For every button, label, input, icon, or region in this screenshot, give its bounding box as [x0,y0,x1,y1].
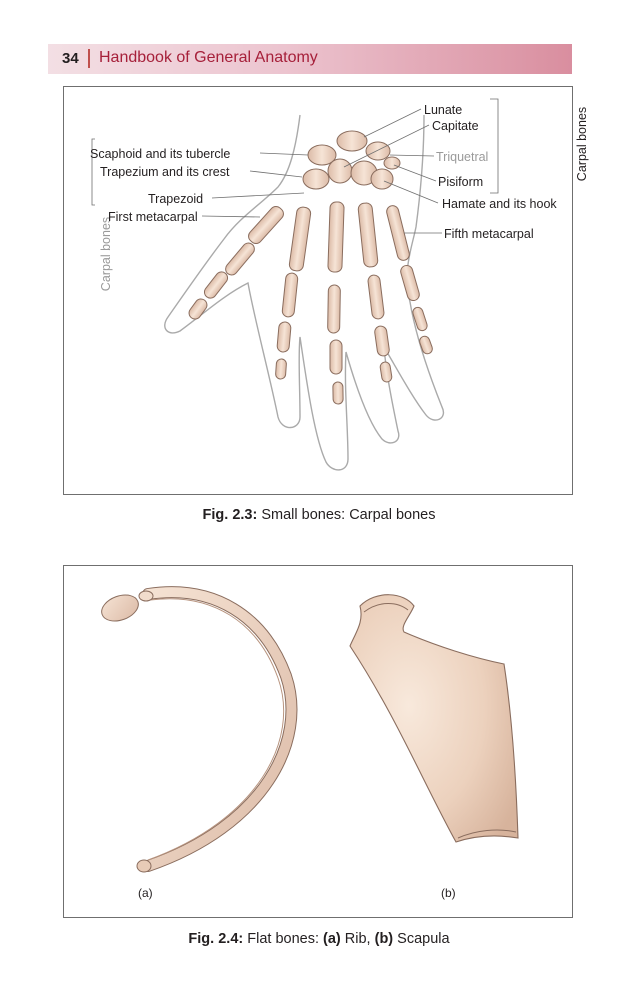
flat-bones-illustration [64,566,572,917]
sublabel-scapula: (b) [441,886,456,900]
caption-rib: Rib, [344,931,371,947]
caption-part-b: (b) [374,931,394,947]
caption-scapula: Scapula [397,931,450,947]
caption-label: Fig. 2.4: [188,931,244,947]
label-scaphoid: Scaphoid and its tubercle [90,147,231,161]
page-number: 34 [62,50,79,67]
caption-label: Fig. 2.3: [202,507,258,523]
label-first-metacarpal: First metacarpal [108,210,198,224]
caption-text: Small bones: Carpal bones [261,507,436,523]
figure-carpal-bones [63,86,589,495]
label-fifth-metacarpal: Fifth metacarpal [444,227,534,241]
carpal-bones-group-label: Carpal bones [575,106,589,182]
label-capitate: Capitate [432,119,479,133]
caption-part-a: (a) [323,931,341,947]
rib-illustration [98,590,291,872]
scapula-illustration [350,595,518,842]
label-pisiform: Pisiform [438,175,484,189]
page-header [48,44,572,74]
label-triquetral: Triquetral [436,150,489,164]
running-title: Handbook of General Anatomy [99,49,318,66]
label-trapezium: Trapezium and its crest [100,165,230,179]
figure-caption [0,507,638,523]
label-lunate: Lunate [424,103,463,117]
caption-text: Flat bones: [247,931,319,947]
header-divider [88,49,90,68]
label-hamate: Hamate and its hook [442,197,557,211]
label-trapezoid: Trapezoid [148,192,204,206]
figure-flat-bones [63,565,573,918]
carpal-bones-group-label: Carpal bones [99,216,113,292]
figure-caption [0,931,638,947]
sublabel-rib: (a) [138,886,153,900]
